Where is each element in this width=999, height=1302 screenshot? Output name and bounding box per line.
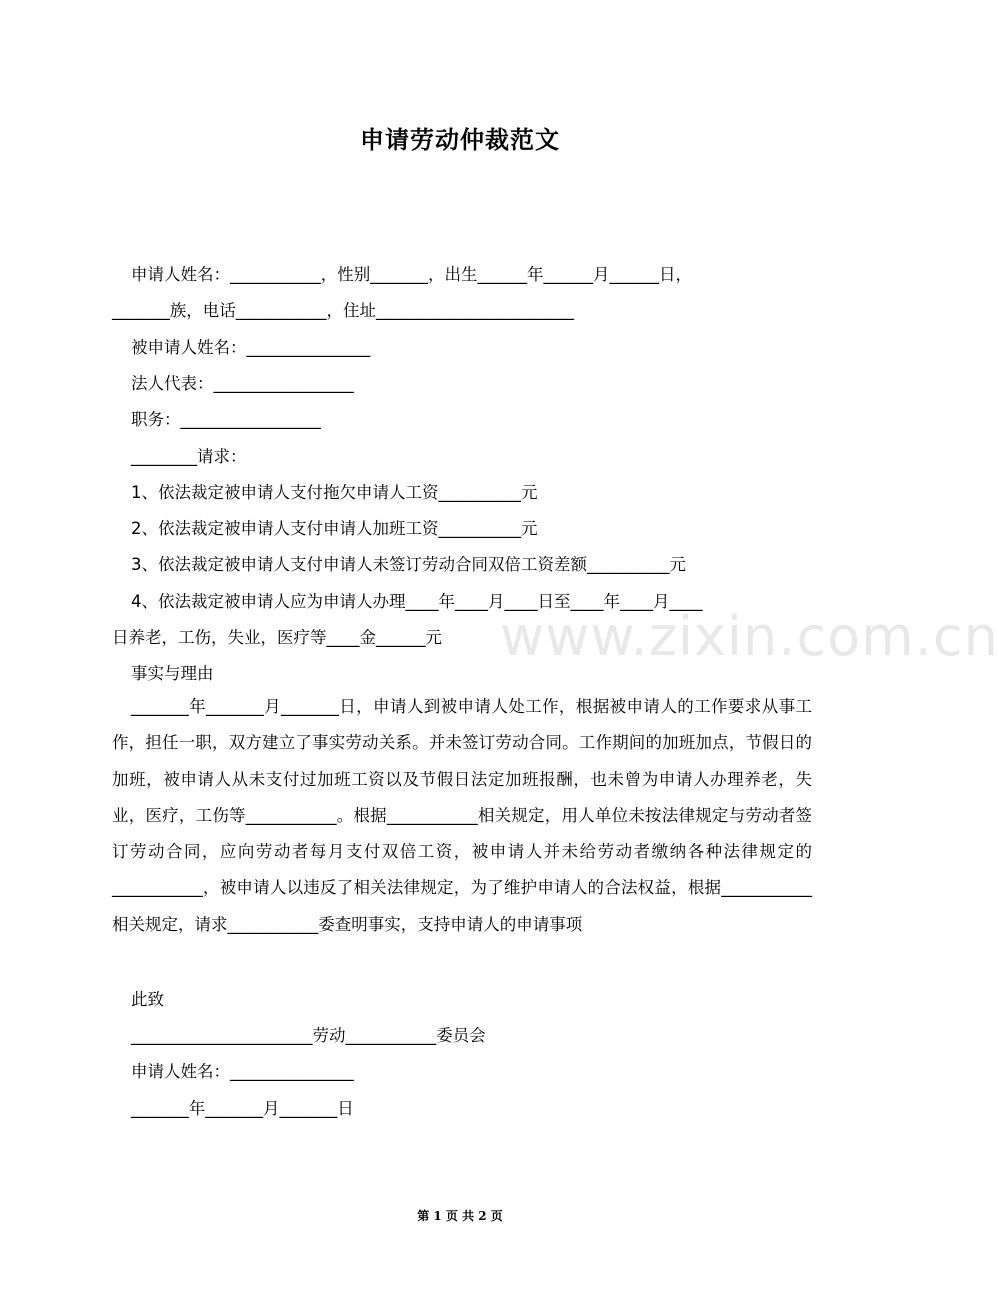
request-item-3: 3、依法裁定被申请人支付申请人未签订劳动合同双倍工资差额__________元 xyxy=(131,555,686,574)
facts-heading: 事实与理由 xyxy=(131,664,214,683)
position-line: 职务：_________________ xyxy=(131,410,321,429)
signature-name-line: 申请人姓名：_______________ xyxy=(131,1062,354,1081)
request-heading: ________请求： xyxy=(131,447,247,466)
applicant-info-line-1: 申请人姓名：___________，性别_______，出生______年______月______日， xyxy=(131,265,692,284)
page-footer: 第 1 页 共 2 页 xyxy=(417,1209,503,1223)
watermark: www.zixin.com.cn xyxy=(500,605,999,668)
request-item-4-cont: 日养老，工伤，失业，医疗等____金______元 xyxy=(112,628,442,647)
legal-rep-line: 法人代表：_________________ xyxy=(131,374,354,393)
applicant-info-line-2: _______族，电话___________，住址________________________ xyxy=(112,301,574,320)
request-item-4: 4、依法裁定被申请人应为申请人办理____年____月____日至____年____月____ xyxy=(131,592,703,611)
facts-paragraph xyxy=(112,689,812,943)
document-title: 申请劳动仲裁范文 xyxy=(360,126,560,154)
respondent-name-line: 被申请人姓名：_______________ xyxy=(131,338,371,357)
facts-body: _______年_______月_______日，申请人到被申请人处工作，根据被申请人的工作要求从事工作，担任一职，双方建立了事实劳动关系。并未签订劳动合同。工作期间的加班加点，节假日的加班，被申请人从未支付过加班工资以及节假日法定加班报酬，也未曾为申请人办理养老，失业，医疗，工伤等___________。根据___________相关规定，用人单位未按法律规定与劳动者签订劳动合同，应向劳动者每月支付双倍工资，被申请人并未给劳动者缴纳各种法律规定的___________，被申请人以违反了相关法律规定，为了维护申请人的合法权益，根据___________相关规定，请求___________委查明事实，支持申请人的申请事项 xyxy=(112,697,812,934)
request-item-2: 2、依法裁定被申请人支付申请人加班工资__________元 xyxy=(131,519,538,538)
salutation: 此致 xyxy=(131,990,164,1009)
committee-line: ______________________劳动___________委员会 xyxy=(131,1026,486,1045)
signature-date-line: _______年_______月_______日 xyxy=(131,1099,354,1118)
request-item-1: 1、依法裁定被申请人支付拖欠申请人工资__________元 xyxy=(131,483,538,502)
